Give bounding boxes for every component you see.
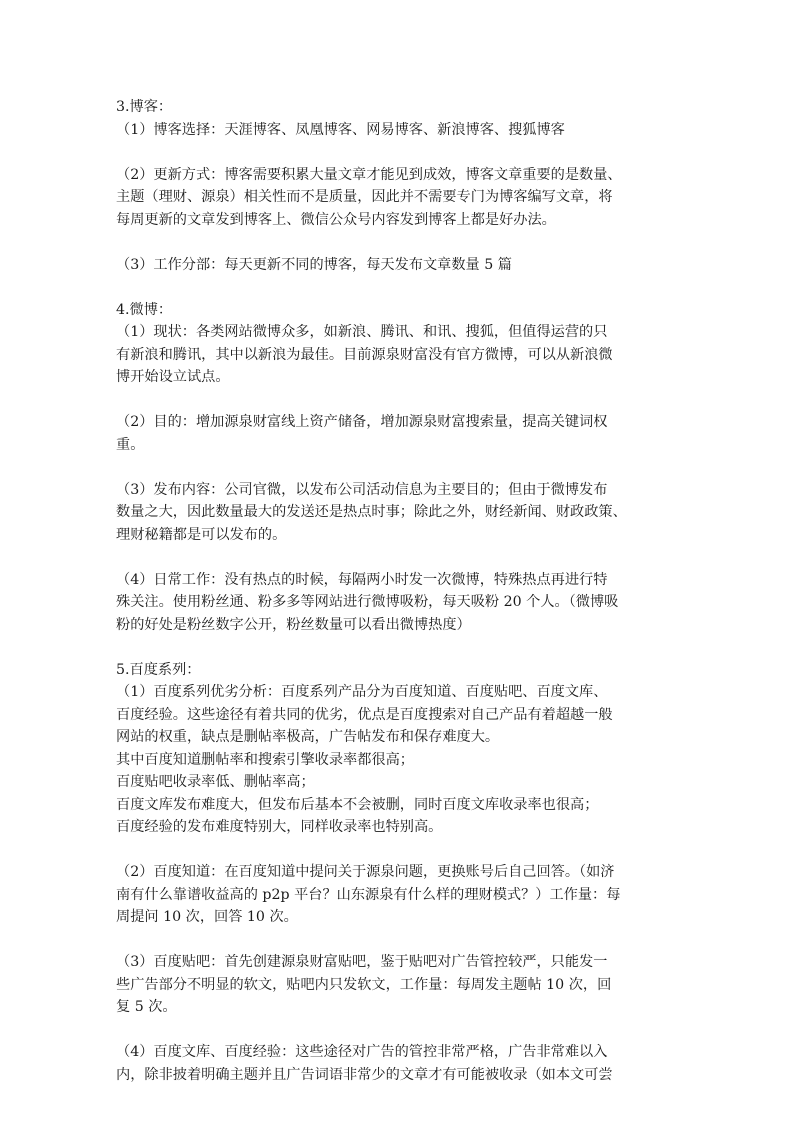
paragraph-line: 百度文库发布难度大，但发布后基本不会被删，同时百度文库收录率也很高； [116,796,599,813]
section-heading: 5.百度系列： [116,661,201,678]
paragraph-line: （3）发布内容：公司官微，以发布公司活动信息为主要目的；但由于微博发布 [116,481,608,498]
paragraph-line: 周提问 10 次，回答 10 次。 [116,909,298,925]
paragraph-line: （4）百度文库、百度经验：这些途径对广告的管控非常严格，广告非常难以入 [116,1044,608,1060]
paragraph-line: 百度经验。这些途径有着共同的优劣，优点是百度搜索对自己产品有着超越一般 [116,706,613,723]
blank-line [116,1019,690,1042]
blank-line [116,389,690,412]
section-heading: 4.微博： [116,301,173,318]
blank-line [116,141,690,164]
paragraph-line: （2）目的：增加源泉财富线上资产储备，增加源泉财富搜索量，提高关键词权 [116,414,608,430]
blank-line [116,456,690,479]
section-heading: 3.博客： [116,99,173,115]
section-baidu [116,659,690,1087]
paragraph-line: 其中百度知道删帖率和搜索引擎收录率都很高； [116,751,414,768]
paragraph-line: （4）日常工作：没有热点的时候，每隔两小时发一次微博，特殊热点再进行特 [116,571,608,588]
paragraph-line: （1）百度系列优劣分析：百度系列产品分为百度知道、百度贴吧、百度文库、 [116,684,608,700]
paragraph-line: （3）百度贴吧：首先创建源泉财富贴吧，鉴于贴吧对广告管控较严，只能发一 [116,954,608,970]
paragraph-line: 粉的好处是粉丝数字公开，粉丝数量可以看出微博热度） [116,616,471,633]
paragraph-line: 百度贴吧收录率低、删帖率高； [116,774,315,790]
blank-line [116,231,690,254]
paragraph-line: 些广告部分不明显的软文，贴吧内只发软文，工作量：每周发主题帖 10 次，回 [116,976,612,993]
paragraph-line: （1）现状：各类网站微博众多，如新浪、腾讯、和讯、搜狐，但值得运营的只 [116,324,608,340]
blank-line [116,929,690,952]
blank-line [116,276,690,299]
paragraph-line: 每周更新的文章发到博客上、微信公众号内容发到博客上都是好办法。 [116,211,556,228]
paragraph-line: 内，除非披着明确主题并且广告词语非常少的文章才有可能被收录（如本文可尝 [116,1066,613,1083]
paragraph-line: 博开始设立试点。 [116,369,230,385]
paragraph-line: （1）博客选择：天涯博客、凤凰博客、网易博客、新浪博客、搜狐博客 [116,121,565,138]
paragraph-line: 主题（理财、源泉）相关性而不是质量，因此并不需要专门为博客编写文章，将 [116,189,613,205]
paragraph-line: 有新浪和腾讯，其中以新浪为最佳。目前源泉财富没有官方微博，可以从新浪微 [116,346,613,363]
blank-line [116,839,690,862]
document-body [116,96,690,1086]
paragraph-line: 复 5 次。 [116,999,177,1015]
paragraph-line: 网站的权重，缺点是删帖率极高，广告帖发布和保存难度大。 [116,729,500,745]
section-weibo [116,299,690,659]
paragraph-line: 数量之大，因此数量最大的发送还是热点时事；除此之外，财经新闻、财政政策、 [116,504,627,520]
paragraph-line: （2）百度知道：在百度知道中提问关于源泉问题，更换账号后自己回答。（如济 [116,864,615,880]
blank-line [116,636,690,659]
paragraph-line: 南有什么靠谱收益高的 p2p 平台？山东源泉有什么样的理财模式？）工作量：每 [116,886,621,903]
paragraph-line: 百度经验的发布难度特别大，同样收录率也特别高。 [116,819,443,835]
section-blog [116,96,690,299]
paragraph-line: （2）更新方式：博客需要积累大量文章才能见到成效，博客文章重要的是数量、 [116,166,622,183]
paragraph-line: 理财秘籍都是可以发布的。 [116,526,287,543]
blank-line [116,546,690,569]
paragraph-line: 重。 [116,436,145,453]
paragraph-line: 殊关注。使用粉丝通、粉多多等网站进行微博吸粉，每天吸粉 20 个人。（微博吸 [116,594,619,610]
paragraph-line: （3）工作分部：每天更新不同的博客，每天发布文章数量 5 篇 [116,256,512,273]
